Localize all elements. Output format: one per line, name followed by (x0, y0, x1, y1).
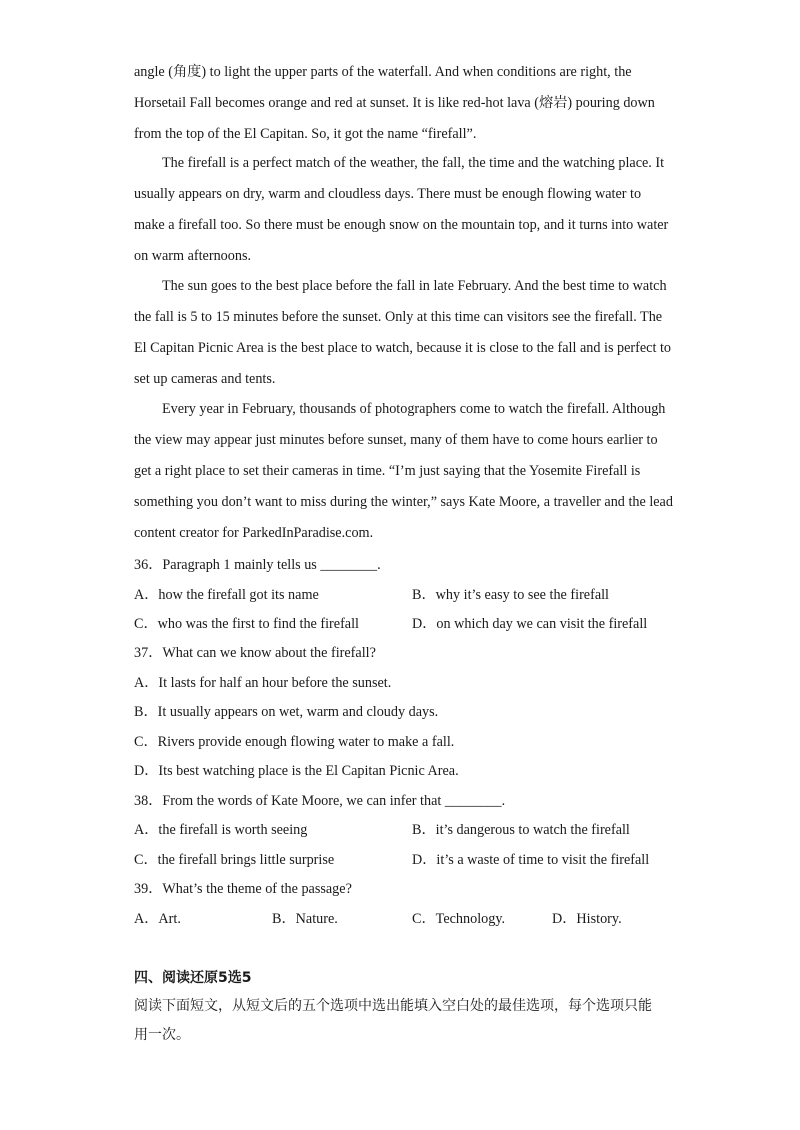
question-38-stem: 38．From the words of Kate Moore, we can infer that ________. (134, 793, 506, 809)
question-37-option-d: D．Its best watching place is the El Capitan Picnic Area. (134, 763, 459, 779)
question-36-stem: 36．Paragraph 1 mainly tells us ________. (134, 557, 381, 573)
question-38-option-d: D．it’s a waste of time to visit the firefall (412, 852, 650, 868)
question-37-stem: 37．What can we know about the firefall? (134, 645, 376, 661)
question-38-option-a: A．the firefall is worth seeing (134, 822, 308, 838)
question-36-option-d: D．on which day we can visit the firefall (412, 616, 648, 632)
passage-paragraph-2: The firefall is a perfect match of the weather, the fall, the time and the watching place. It usually appears on dry, warm and cloudless days. There must be enough flowing water to make a firefall too. So there must be enough snow on the mountain top, and it turns into water on warm afternoons. (134, 155, 669, 264)
passage-paragraph-3: The sun goes to the best place before the fall in late February. And the best time to watch the fall is 5 to 15 minutes before the sunset. Only at this time can visitors see the firefall. The El Capitan Picnic Area is the best place to watch, because it is close to the fall and is perfect to set up cameras and tents. (134, 278, 671, 387)
question-36-option-a: A．how the firefall got its name (134, 587, 319, 603)
question-37-option-b: B．It usually appears on wet, warm and cloudy days. (134, 704, 439, 720)
question-38-option-c: C．the firefall brings little surprise (134, 852, 335, 868)
question-36-option-b: B．why it’s easy to see the firefall (412, 587, 609, 603)
question-39-option-d: D．History. (552, 911, 622, 927)
question-38-option-b: B．it’s dangerous to watch the firefall (412, 822, 630, 838)
question-39-stem: 39．What’s the theme of the passage? (134, 881, 352, 897)
question-39-option-b: B．Nature. (272, 911, 338, 927)
section-heading: 四、阅读还原5选5 (134, 970, 252, 986)
question-37-option-a: A．It lasts for half an hour before the sunset. (134, 675, 392, 691)
question-39-option-a: A．Art. (134, 911, 181, 927)
passage-paragraph-1-continued: angle (角度) to light the upper parts of the waterfall. And when conditions are right, the Horsetail Fall becomes orange and red at sunset. It is like red-hot lava (熔岩) pouring down from the top of the El Capitan. So, it got the name “firefall”. (134, 64, 655, 142)
section-instruction: 阅读下面短文，从短文后的五个选项中选出能填入空白处的最佳选项，每个选项只能用一次。 (134, 998, 652, 1043)
question-36-option-c: C．who was the first to find the firefall (134, 616, 359, 632)
question-39-option-c: C．Technology. (412, 911, 506, 927)
passage-paragraph-4: Every year in February, thousands of photographers come to watch the firefall. Although the view may appear just minutes before sunset, many of them have to come hours earlier to get a right place to set their cameras in time. “I’m just saying that the Yosemite Firefall is something you don’t want to miss during the winter,” says Kate Moore, a traveller and the lead content creator for ParkedInParadise.com. (134, 401, 673, 541)
question-37-option-c: C．Rivers provide enough flowing water to make a fall. (134, 734, 455, 750)
